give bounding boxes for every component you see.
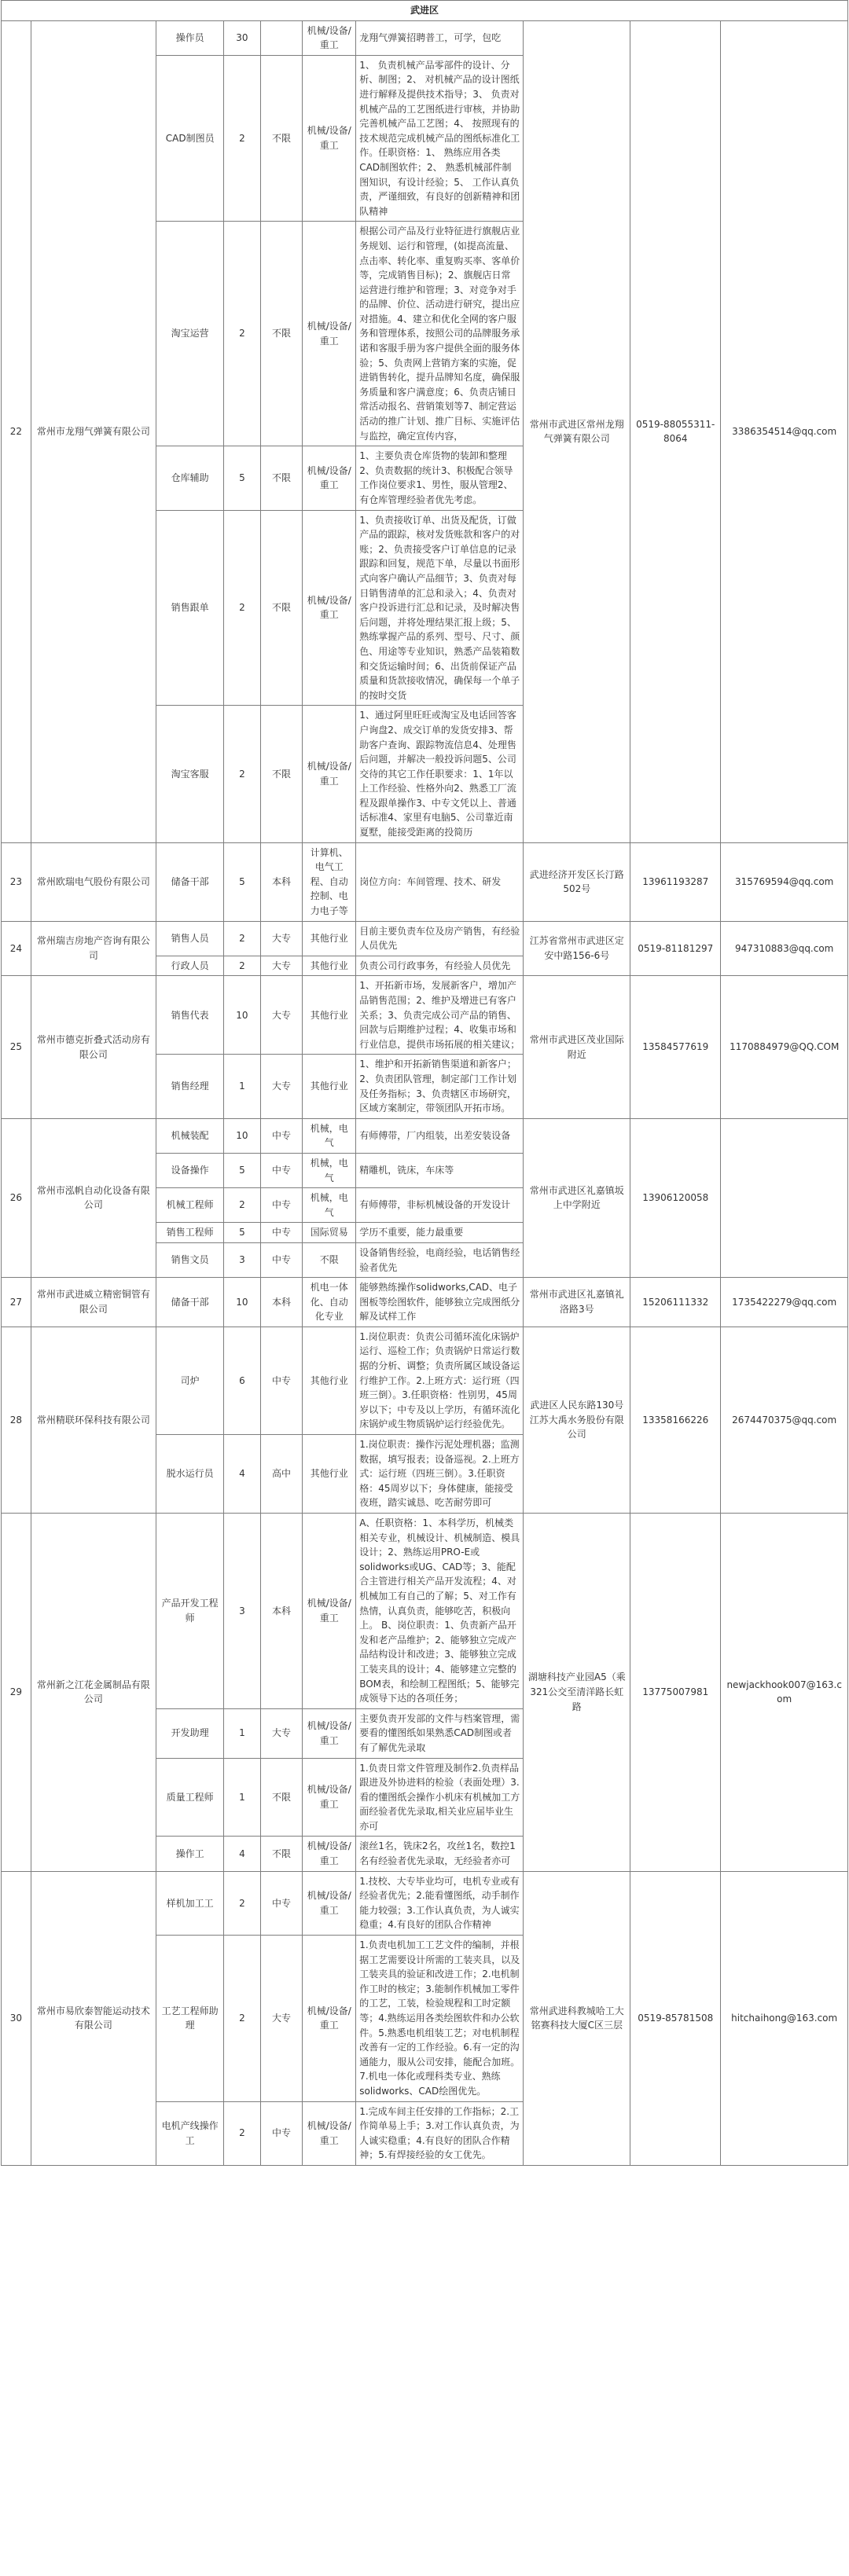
company-cell: 常州新之江花金属制品有限公司 <box>31 1514 156 1872</box>
description-cell: 1.负责电机加工工艺文件的编制，并根据工艺需要设计所需的工装夹具，以及工装夹具的验证和改进工作；2.电机制作工时的核定；3.能制作机械加工零件的工艺，工装，检验规程和工时定额等；4.熟练运用各类绘图软件和办公软件。5.熟悉电机组装工艺；对电机制程改善有一定的工作经验。6.有一定的沟通能力，服从公司安排，能配合加班。7.机电一体化或理科类专业、熟练solidworks、CAD绘图优先。 <box>356 1936 524 2102</box>
position-cell: 操作工 <box>156 1837 224 1871</box>
phone-cell: 0519-85781508 <box>630 1871 721 2165</box>
description-cell: 龙翔气弹簧招聘普工，可学，包吃 <box>356 20 524 55</box>
company-cell: 常州市泓帆自动化设备有限公司 <box>31 1118 156 1277</box>
job-table-body <box>2 20 848 2165</box>
description-cell: 1.负责日常文件管理及制作2.负责样品跟进及外协进料的检验（表面处理）3.看的懂图纸会操作小机床有机械加工方面经验者优先录取,相关业应届毕业生亦可 <box>356 1758 524 1837</box>
table-row <box>2 1327 848 1434</box>
education-cell: 本科 <box>260 1514 303 1709</box>
education-cell: 本科 <box>260 842 303 921</box>
position-cell: 电机产线操作工 <box>156 2101 224 2165</box>
industry-cell: 其他行业 <box>303 1435 356 1514</box>
education-cell: 大专 <box>260 956 303 976</box>
headcount-cell: 2 <box>224 510 260 706</box>
address-cell: 江苏省常州市武进区定安中路156-6号 <box>524 921 630 976</box>
education-cell: 中专 <box>260 1327 303 1434</box>
position-cell: 设备操作 <box>156 1153 224 1187</box>
row-number-cell: 28 <box>2 1327 31 1513</box>
industry-cell: 机械/设备/重工 <box>303 510 356 706</box>
description-cell: A、任职资格：1、本科学历，机械类相关专业，机械设计、机械制造、模具设计；2、熟练运用PRO-E或solidworks或UG、CAD等；3、能配合主管进行相关产品开发流程；4、对机械加工有自己的了解；5、对工作有热情，认真负责，能够吃苦，积极向上。 B、岗位职责：1、负责新产品开发和老产品维护；2、能够独立完成产品结构设计和改进；3、能够独立完成工装夹具的设计；4、能够建立完整的BOM表，和绘制工程图纸；5、能够完成领导下达的各项任务； <box>356 1514 524 1709</box>
position-cell: 储备干部 <box>156 1278 224 1327</box>
headcount-cell: 2 <box>224 921 260 956</box>
company-cell: 常州市德克折叠式活动房有限公司 <box>31 976 156 1118</box>
position-cell: 储备干部 <box>156 842 224 921</box>
phone-cell: 13906120058 <box>630 1118 721 1277</box>
industry-cell: 机械/设备/重工 <box>303 1758 356 1837</box>
position-cell: 工艺工程师助理 <box>156 1936 224 2102</box>
phone-cell: 13358166226 <box>630 1327 721 1513</box>
description-cell: 1、负责接收订单、出货及配货，订做产品的跟踪，核对发货账款和客户的对账；2、负责接受客户订单信息的记录跟踪和回复，规范下单，尽量以书面形式向客户确认产品细节；3、负责对每日销售清单的汇总和录入；4、负责对客户投诉进行汇总和记录，及时解决售后问题，并将处理结果汇报上级；5、熟练掌握产品的系列、型号、尺寸、颜色、用途等专业知识，熟悉产品装箱数和交货运输时间；6、出货前保证产品质量和货款接收情况，确保每一个单子的按时交货 <box>356 510 524 706</box>
row-number-cell: 26 <box>2 1118 31 1277</box>
description-cell: 设备销售经验，电商经验，电话销售经验者优先 <box>356 1242 524 1277</box>
position-cell: 行政人员 <box>156 956 224 976</box>
description-cell: 学历不重要，能力最重要 <box>356 1223 524 1243</box>
headcount-cell: 2 <box>224 2101 260 2165</box>
headcount-cell: 1 <box>224 1055 260 1118</box>
row-number-cell: 30 <box>2 1871 31 2165</box>
education-cell: 大专 <box>260 976 303 1055</box>
industry-cell: 机械/设备/重工 <box>303 20 356 55</box>
table-row <box>2 1871 848 1935</box>
description-cell: 有师傅带，厂内组装，出差安装设备 <box>356 1118 524 1153</box>
email-cell: hitchaihong@163.com <box>721 1871 848 2165</box>
phone-cell: 0519-88055311-8064 <box>630 20 721 842</box>
industry-cell: 不限 <box>303 1242 356 1277</box>
description-cell: 1、维护和开拓新销售渠道和新客户；2、负责团队管理，制定部门工作计划及任务指标；3、负责辖区市场研究，区域方案制定，带领团队开拓市场。 <box>356 1055 524 1118</box>
education-cell: 不限 <box>260 510 303 706</box>
education-cell: 中专 <box>260 1871 303 1935</box>
description-cell: 1.岗位职责：负责公司循环流化床锅炉运行、巡检工作；负责锅炉日常运行数据的分析、调整；负责所属区域设备运行维护工作。2.上班方式：运行班（四班三倒）。3.任职资格：性别男，45周岁以下；中专及以上学历，有循环流化床锅炉或生物质锅炉运行经验优先。 <box>356 1327 524 1434</box>
headcount-cell: 10 <box>224 1278 260 1327</box>
industry-cell: 机械/设备/重工 <box>303 222 356 446</box>
headcount-cell: 2 <box>224 1188 260 1223</box>
industry-cell: 机械/设备/重工 <box>303 706 356 842</box>
position-cell: 机械工程师 <box>156 1188 224 1223</box>
industry-cell: 机械/设备/重工 <box>303 446 356 510</box>
position-cell: 操作员 <box>156 20 224 55</box>
email-cell: 947310883@qq.com <box>721 921 848 976</box>
education-cell: 大专 <box>260 1936 303 2102</box>
education-cell: 中专 <box>260 1153 303 1187</box>
headcount-cell: 1 <box>224 1708 260 1758</box>
industry-cell: 其他行业 <box>303 976 356 1055</box>
industry-cell: 机械/设备/重工 <box>303 1837 356 1871</box>
region-title: 武进区 <box>2 1 848 21</box>
description-cell: 1、主要负责仓库货物的装卸和整理2、负责数据的统计3、积极配合领导工作岗位要求1、男性，服从管理2、有仓库管理经验者优先考虑。 <box>356 446 524 510</box>
email-cell: 3386354514@qq.com <box>721 20 848 842</box>
company-cell: 常州市武进威立精密铜管有限公司 <box>31 1278 156 1327</box>
address-cell: 常州市武进区茂业国际附近 <box>524 976 630 1118</box>
education-cell: 中专 <box>260 1118 303 1153</box>
email-cell <box>721 1118 848 1277</box>
position-cell: 开发助理 <box>156 1708 224 1758</box>
position-cell: 销售文员 <box>156 1242 224 1277</box>
headcount-cell: 2 <box>224 706 260 842</box>
email-cell: newjackhook007@163.com <box>721 1514 848 1872</box>
position-cell: 样机加工工 <box>156 1871 224 1935</box>
description-cell: 精雕机，铣床，车床等 <box>356 1153 524 1187</box>
description-cell: 能够熟练操作solidworks,CAD、电子图板等绘图软件，能够独立完成图纸分解及试样工作 <box>356 1278 524 1327</box>
education-cell: 本科 <box>260 1278 303 1327</box>
address-cell: 武进经济开发区长汀路502号 <box>524 842 630 921</box>
education-cell: 大专 <box>260 921 303 956</box>
education-cell: 不限 <box>260 706 303 842</box>
address-cell: 常州武进科教城哈工大铭赛科技大厦C区三层 <box>524 1871 630 2165</box>
company-cell: 常州精联环保科技有限公司 <box>31 1327 156 1513</box>
row-number-cell: 24 <box>2 921 31 976</box>
table-row <box>2 842 848 921</box>
description-cell: 1、 负责机械产品零部件的设计、分析、制图；2、 对机械产品的设计图纸进行解释及提供技术指导；3、 负责对机械产品的工艺图纸进行审核，并协助完善机械产品工艺图；4、 按照现有的技术规范完成机械产品的图纸标准化工作。任职资格：1、 熟练应用各类CAD制图软件；2、 熟悉机械部件制图知识，有设计经验；5、 工作认真负责，严谨细致，有良好的创新精神和团队精神 <box>356 55 524 222</box>
recruitment-table <box>1 0 848 2166</box>
education-cell: 不限 <box>260 1837 303 1871</box>
region-header-row <box>2 1 848 21</box>
industry-cell: 其他行业 <box>303 1327 356 1434</box>
address-cell: 常州市武进区常州龙翔气弹簧有限公司 <box>524 20 630 842</box>
education-cell <box>260 20 303 55</box>
phone-cell: 15206111332 <box>630 1278 721 1327</box>
phone-cell: 13584577619 <box>630 976 721 1118</box>
company-cell: 常州欧瑞电气股份有限公司 <box>31 842 156 921</box>
description-cell: 1.完成车间主任安排的工作指标；2.工作简单易上手；3.对工作认真负责，为人诚实稳重；4.有良好的团队合作精神；5.有焊接经验的女工优先。 <box>356 2101 524 2165</box>
position-cell: 淘宝客服 <box>156 706 224 842</box>
position-cell: 销售跟单 <box>156 510 224 706</box>
company-cell: 常州市龙翔气弹簧有限公司 <box>31 20 156 842</box>
table-row <box>2 921 848 956</box>
headcount-cell: 2 <box>224 55 260 222</box>
description-cell: 1.岗位职责：操作污泥处理机器；监测数据，填写报表；设备巡视。2.上班方式：运行班（四班三倒）。3.任职资格：45周岁以下；身体健康，能接受夜班，踏实诚恳、吃苦耐劳即可 <box>356 1435 524 1514</box>
industry-cell: 国际贸易 <box>303 1223 356 1243</box>
headcount-cell: 2 <box>224 1871 260 1935</box>
headcount-cell: 3 <box>224 1514 260 1709</box>
email-cell: 1735422279@qq.com <box>721 1278 848 1327</box>
table-row <box>2 976 848 1055</box>
education-cell: 大专 <box>260 1055 303 1118</box>
phone-cell: 13775007981 <box>630 1514 721 1872</box>
industry-cell: 机械，电气 <box>303 1188 356 1223</box>
address-cell: 湖塘科技产业园A5（乘321公交至清洋路长虹路 <box>524 1514 630 1872</box>
position-cell: 脱水运行员 <box>156 1435 224 1514</box>
industry-cell: 其他行业 <box>303 1055 356 1118</box>
position-cell: 销售人员 <box>156 921 224 956</box>
description-cell: 根据公司产品及行业特征进行旗舰店业务规划、运行和管理，(如提高流量、点击率、转化率、重复购买率、客单价等，完成销售目标)；2、旗舰店日常运营进行维护和管理；3、对竞争对手的品牌、价位、活动进行研究，提出应对措施。4、建立和优化全网的客户服务和管理体系，按照公司的品牌服务承诺和客服手册为客户提供全面的服务体验；5、负责网上营销方案的实施，促进销售转化，提升品牌知名度，确保服务质量和客户满意度；6、负责店铺日常活动报名、营销策划等7、制定营运活动的推广计划、推广目标、实施评估与监控，确定宣传内容， <box>356 222 524 446</box>
headcount-cell: 5 <box>224 1153 260 1187</box>
industry-cell: 机械，电气 <box>303 1118 356 1153</box>
email-cell: 1170884979@QQ.COM <box>721 976 848 1118</box>
description-cell: 有师傅带，非标机械设备的开发设计 <box>356 1188 524 1223</box>
industry-cell: 机电一体化、自动化专业 <box>303 1278 356 1327</box>
position-cell: 淘宝运营 <box>156 222 224 446</box>
address-cell: 武进区人民东路130号江苏大禹水务股份有限公司 <box>524 1327 630 1513</box>
industry-cell: 机械/设备/重工 <box>303 55 356 222</box>
description-cell: 滚丝1名，铣床2名，攻丝1名，数控1名有经验者优先录取，无经验者亦可 <box>356 1837 524 1871</box>
headcount-cell: 5 <box>224 446 260 510</box>
industry-cell: 其他行业 <box>303 956 356 976</box>
education-cell: 不限 <box>260 222 303 446</box>
education-cell: 中专 <box>260 1242 303 1277</box>
position-cell: CAD制图员 <box>156 55 224 222</box>
row-number-cell: 22 <box>2 20 31 842</box>
description-cell: 1、通过阿里旺旺或淘宝及电话回答客户询盘2、成交订单的发货安排3、帮助客户查询、跟踪物流信息4、处理售后问题，并解决一般投诉问题5、公司交待的其它工作任职要求：1、1年以上工作经验、性格外向2、熟悉工厂流程及跟单操作3、中专文凭以上、普通话标准4、家里有电脑5、公司靠近南夏墅，能接受距离的投简历 <box>356 706 524 842</box>
position-cell: 仓库辅助 <box>156 446 224 510</box>
row-number-cell: 25 <box>2 976 31 1118</box>
position-cell: 销售工程师 <box>156 1223 224 1243</box>
description-cell: 主要负责开发部的文件与档案管理，需要看的懂图纸如果熟悉CAD制图或者有了解优先录取 <box>356 1708 524 1758</box>
table-row <box>2 1514 848 1709</box>
headcount-cell: 2 <box>224 1936 260 2102</box>
description-cell: 1.技校、大专毕业均可，电机专业或有经验者优先；2.能看懂图纸，动手制作能力较强；3.工作认真负责，为人诚实稳重；4.有良好的团队合作精神 <box>356 1871 524 1935</box>
headcount-cell: 4 <box>224 1435 260 1514</box>
table-row <box>2 1278 848 1327</box>
headcount-cell: 4 <box>224 1837 260 1871</box>
education-cell: 中专 <box>260 2101 303 2165</box>
position-cell: 销售代表 <box>156 976 224 1055</box>
headcount-cell: 3 <box>224 1242 260 1277</box>
address-cell: 常州市武进区礼嘉镇坂上中学附近 <box>524 1118 630 1277</box>
education-cell: 高中 <box>260 1435 303 1514</box>
headcount-cell: 5 <box>224 842 260 921</box>
headcount-cell: 1 <box>224 1758 260 1837</box>
headcount-cell: 10 <box>224 1118 260 1153</box>
industry-cell: 机械，电气 <box>303 1153 356 1187</box>
position-cell: 机械装配 <box>156 1118 224 1153</box>
industry-cell: 机械/设备/重工 <box>303 1871 356 1935</box>
education-cell: 不限 <box>260 1758 303 1837</box>
education-cell: 中专 <box>260 1188 303 1223</box>
position-cell: 司炉 <box>156 1327 224 1434</box>
email-cell: 315769594@qq.com <box>721 842 848 921</box>
description-cell: 负责公司行政事务，有经验人员优先 <box>356 956 524 976</box>
email-cell: 2674470375@qq.com <box>721 1327 848 1513</box>
headcount-cell: 10 <box>224 976 260 1055</box>
phone-cell: 0519-81181297 <box>630 921 721 976</box>
industry-cell: 计算机、电气工程、自动控制、电力电子等 <box>303 842 356 921</box>
industry-cell: 机械/设备/重工 <box>303 2101 356 2165</box>
position-cell: 销售经理 <box>156 1055 224 1118</box>
industry-cell: 机械/设备/重工 <box>303 1514 356 1709</box>
headcount-cell: 2 <box>224 222 260 446</box>
position-cell: 质量工程师 <box>156 1758 224 1837</box>
industry-cell: 机械/设备/重工 <box>303 1708 356 1758</box>
table-row <box>2 1118 848 1153</box>
headcount-cell: 2 <box>224 956 260 976</box>
industry-cell: 其他行业 <box>303 921 356 956</box>
row-number-cell: 27 <box>2 1278 31 1327</box>
row-number-cell: 29 <box>2 1514 31 1872</box>
headcount-cell: 5 <box>224 1223 260 1243</box>
company-cell: 常州瑞吉房地产咨询有限公司 <box>31 921 156 976</box>
education-cell: 中专 <box>260 1223 303 1243</box>
headcount-cell: 6 <box>224 1327 260 1434</box>
education-cell: 不限 <box>260 55 303 222</box>
headcount-cell: 30 <box>224 20 260 55</box>
description-cell: 目前主要负责车位及房产销售，有经验人员优先 <box>356 921 524 956</box>
position-cell: 产品开发工程师 <box>156 1514 224 1709</box>
description-cell: 岗位方向：车间管理、技术、研发 <box>356 842 524 921</box>
education-cell: 大专 <box>260 1708 303 1758</box>
education-cell: 不限 <box>260 446 303 510</box>
industry-cell: 机械/设备/重工 <box>303 1936 356 2102</box>
row-number-cell: 23 <box>2 842 31 921</box>
address-cell: 常州市武进区礼嘉镇礼洛路3号 <box>524 1278 630 1327</box>
company-cell: 常州市易欣泰智能运动技术有限公司 <box>31 1871 156 2165</box>
description-cell: 1、开拓新市场，发展新客户，增加产品销售范围；2、维护及增进已有客户关系；3、负责完成公司产品的销售、回款与后期维护过程；4、收集市场和行业信息，提供市场拓展的相关建议； <box>356 976 524 1055</box>
phone-cell: 13961193287 <box>630 842 721 921</box>
table-row <box>2 20 848 55</box>
